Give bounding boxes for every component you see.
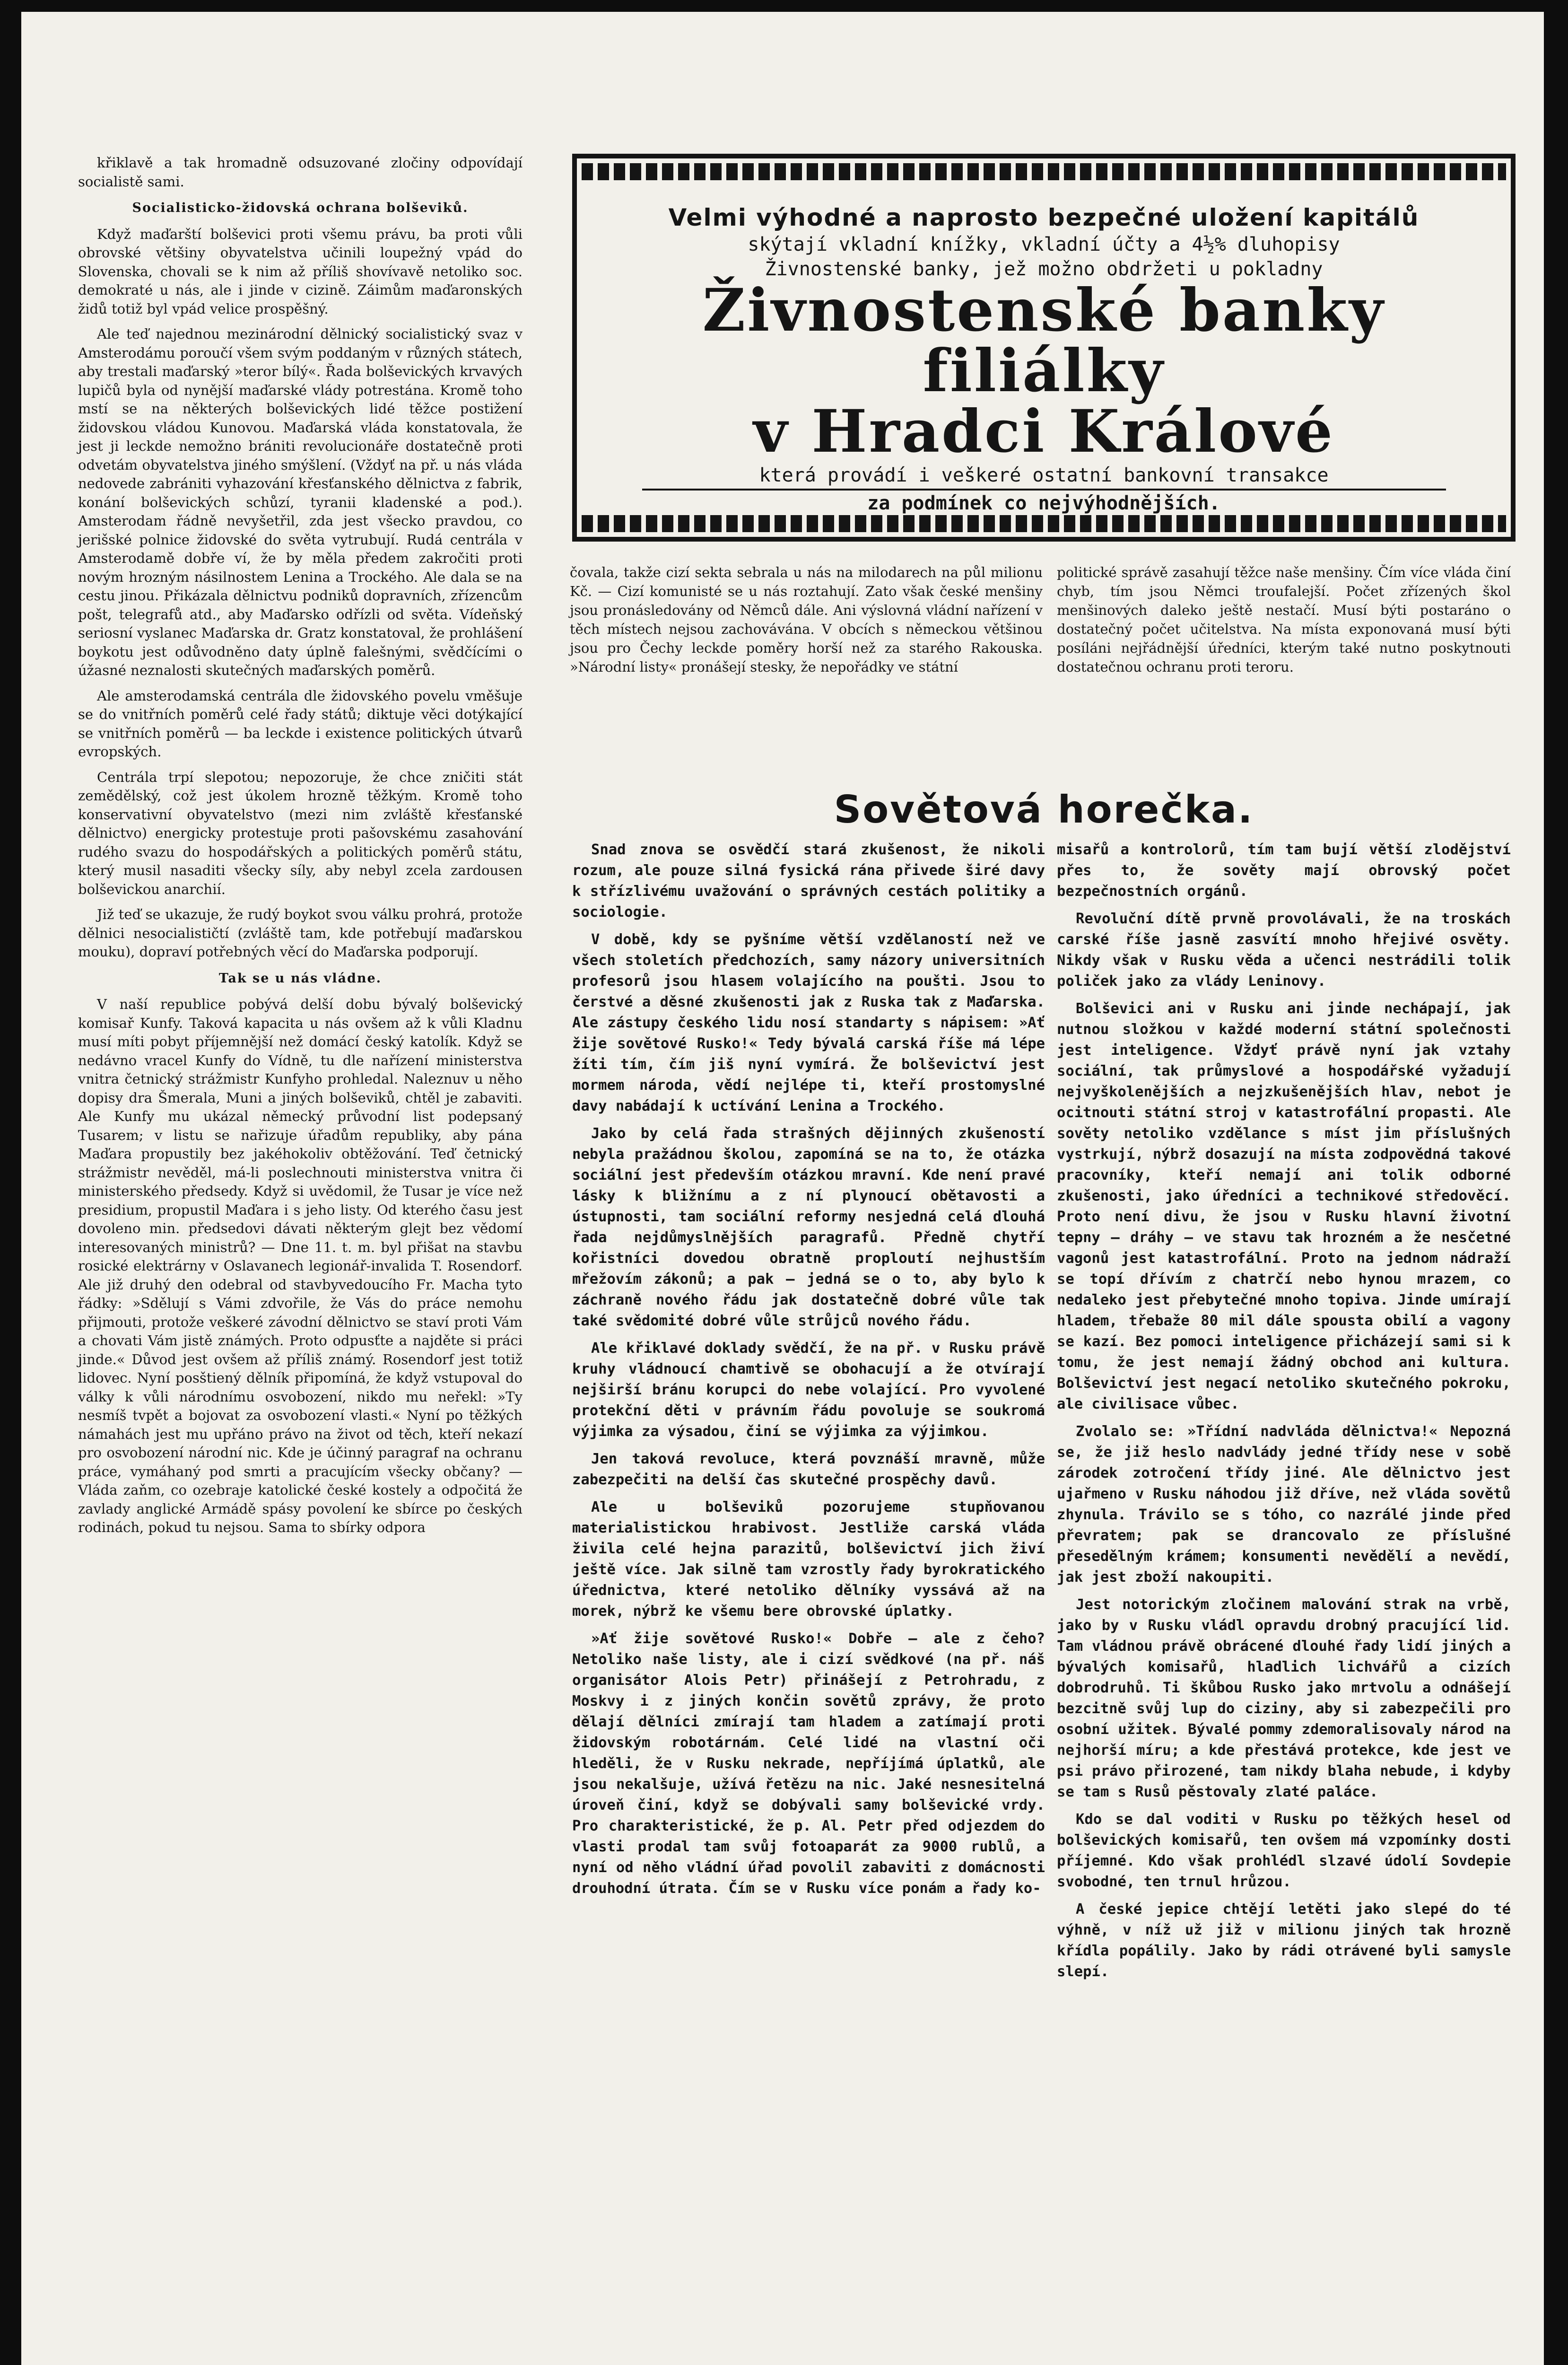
- ad-ornament-border: [582, 163, 1506, 180]
- ad-text: skýtají vkladní knížky, vkladní účty a 4½% dluhopisy: [748, 234, 1340, 255]
- ad-conditions: za podmínek co nejvýhodnějších.: [867, 492, 1220, 514]
- ad-text: Živnostenské banky, jež možno obdržeti u pokladny: [765, 258, 1323, 280]
- paragraph: Již teď se ukazuje, že rudý boykot svou válku prohrá, protože dělnici nesocialističtí (zvláště tam, kde potřebují maďarskou mouku), dopraví potřebných věcí do Maďarska podporují.: [78, 906, 523, 960]
- ad-bank-name: Živnostenské banky filiálky: [702, 276, 1385, 405]
- paragraph: politické správě zasahují těžce naše menšiny. Čím více vláda činí chyb, tím jsou Němci troufalejší. Počet zřízených škol menšinových daleko ještě nestačí. Musí býti postaráno o dostatečný počet učitelstva. Na místa exponovaná musí býti posíláni nejřádnější úředníci, kterým také nutno poskytnouti dostatečnou ochranu proti teroru.: [1057, 564, 1511, 675]
- paragraph: Revoluční dítě prvně provolávali, že na troskách carské říše jasně zasvítí mnoho hřejivé osvěty. Nikdy však v Rusku věda a učenci nestrádili tolik poliček jako za vlády Leninovy.: [1057, 911, 1511, 990]
- paragraph: »Ať žije sovětové Rusko!« Dobře — ale z čeho? Netoliko naše listy, ale i cizí svědkové (na př. náš organisátor Alois Petr) přinášejí z Petrohradu, z Moskvy i z jiných končin sovětů zprávy, že proto dělají dělníci zmírají tam hladem a zatímají proti židovským robotárnám. Celé lidé na vlastní oči hleděli, že v Rusku nekrade, nepříjímá úplatků, ale jsou nekalšuje, užívá řetězu na nic. Jaké nesnesitelná úroveň činí, když se dobývali samy bolševické vrdy. Pro charakteristické, že p. Al. Petr před odjezdem do vlasti prodal tam svůj fotoaparát za 9000 rublů, a nyní od něho vládní úřad povolil zabaviti z domácnosti drouhodní útrata. Čím se v Rusku více ponám a řady ko-: [572, 1630, 1045, 1897]
- paragraph: Ale amsterodamská centrála dle židovského povelu vměšuje se do vnitřních poměrů celé řady států; diktuje věci dotýkající se vnitřních poměrů — ba leckde i existence politických útvarů evropských.: [78, 687, 523, 760]
- paragraph: Centrála trpí slepotou; nepozoruje, že chce zničiti stát zemědělský, což jest úkolem hrozně těžkým. Kromě toho konservativní obyvatelstvo (mezi nim zvláště křesťanské dělnictvo) energicky protestuje proti pašovskému zasahování rudého svazu do hospodářských a politických poměrů státu, který musil nasaditi všecky síly, aby nebyl zcela zardousen bolševickou anarchií.: [78, 769, 523, 897]
- paragraph: Ale u bolševiků pozorujeme stupňovanou materialistickou hrabivost. Jestliže carská vláda živila celé hejna parazitů, bolševictví jich živí ještě více. Jak silně tam vzrostly řady byrokratického úřednictva, které netoliko dělníky vyssává až na morek, nýbrž ke všemu bere obrovské úplatky.: [572, 1499, 1045, 1620]
- right-top-column: [1057, 563, 1511, 683]
- paragraph: Jako by celá řada strašných dějinných zkušeností nebyla pražádnou školou, zapomíná se na to, že otázka sociální jest především otázkou mravní. Kde není pravé lásky k bližnímu a z ní plynoucí obětavosti a ústupnosti, tam sociální reformy nesjedná celá dlouhá řada nejdůmyslnějších paragrafů. Předně chytří kořistníci dovedou obratně proploutí nejhustším mřežovím zákonů; a pak — jedná se o to, aby bylo k záchraně nového řádu jak dostatečně dobré vůle tak také svědomité dobré vůle strůjců nového řádu.: [572, 1125, 1045, 1329]
- paragraph: Ale křiklavé doklady svědčí, že na př. v Rusku právě kruhy vládnoucí chamtivě se obohacují a že otvírají nejširší bránu korupci do nebe volající. Pro vyvolené protekční děti v právním řádu povoluje se soukromá výjimka za výsadou, činí se výjimka za výjimkou.: [572, 1340, 1045, 1440]
- paragraph: Jest notorickým zločinem malování strak na vrbě, jako by v Rusku vládl opravdu drobný pracující lid. Tam vládnou právě obrácené dlouhé řady lidí jiných a bývalých komisařů, hladlich lichvářů a cizích dobrodruhů. Ti škůbou Rusko jako mrtvolu a odnášejí bezcitně svůj lup do ciziny, aby si zabezpečili pro osobní užitek. Bývalé pommy zdemoralisovaly národ na nejhorší míru; a kde přestává protekce, kde jest ve psi právo přirozené, tam nikdy blaha nebude, i kdyby se tam s Rusů pěstovaly zlaté palácе.: [1057, 1596, 1511, 1800]
- ad-headline: Velmi výhodné a naprosto bezpečné uložení kapitálů: [668, 204, 1420, 231]
- paragraph: A české jepice chtějí letěti jako slepé do té výhně, v níž už již v milionu jiných tak hrozně křídla popálily. Jako by rádi otrávené byli samysle slepí.: [1057, 1901, 1511, 1980]
- paragraph: misařů a kontrolorů, tím tam bují větší zlodějství přes to, že sověty mají obrovský počet bezpečnostních orgánů.: [1057, 841, 1511, 900]
- paragraph: Ale teď najednou mezinárodní dělnický socialistický svaz v Amsterodámu poroučí všem svým poddaným v různých státech, aby trestali maďarský »teror bílý«. Řada bolševických krvavých lupičů byla od nynější maďarské vlády potrestána. Kromě toho mstí se na některých bolševických lidé těžce postižení židovskou vládou Kunovou. Maďarská vláda konstatovala, že jest ji leckde nemožno brániti revolucionáře dostatečně proti odvetám obyvatelstva jiného smýšlení. (Vždyť na př. u nás vláda nedovede zabrániti vyhazování křesťanského dělnictva z fabrik, konání bolševických schůzí, tyranii kladenské a pod.). Amsterodam řádně nevyšetřil, zda jest všecko pravdou, co jerišské polnice židovské do světa vytrubují. Rudá centrála v Amsterodamě dobře ví, že by měla předem zakročiti proti novým hrozným násilnostem Lenina a Trockého. Ale dala se na cestu jinou. Přikázala dělnictvu podniků dopravních, zřízencům pošt, telegrafů atd., aby Maďarsko odřízli od světa. Vídeňský seriosní vyslanec Maďarska dr. Gratz konstatoval, že prohlášení boykotu jest odůvodněno daty úplně falešnými, svědčícími o úžasné neznalosti skutečných maďarských poměrů.: [78, 326, 523, 678]
- paragraph: Kdo se dal voditi v Rusku po těžkých hesel od bolševických komisařů, ten ovšem má vzpomínky dosti příjemné. Kdo však prohlédl slzavé údolí Sovdepie svobodné, ten trnul hrůzou.: [1057, 1811, 1511, 1890]
- paragraph: Jen taková revoluce, která povznáší mravně, může zabezpečiti na delší čas skutečné prospěchy davů.: [572, 1451, 1045, 1488]
- ad-bank-city: v Hradci Králové: [753, 397, 1334, 466]
- left-column: [78, 154, 523, 1544]
- newspaper-page: [21, 12, 1544, 2365]
- article-title: Sovětová horečka.: [834, 788, 1254, 832]
- paragraph: čovala, takže cizí sekta sebrala u nás na milodarech na půl milionu Kč. — Cizí komunisté se u nás roztahují. Zato však české menšiny jsou pronásledovány od Němců dále. Ani výslovná vládní nařízení v těch místech nejsou zachovávána. V obcích s německou většinou jsou pro Čechy leckde poměry horší než za starého Rakouska. »Národní listy« pronášejí stesky, že nepořádky ve státní: [570, 564, 1043, 675]
- ad-text: která provádí i veškeré ostatní bankovní transakce: [759, 464, 1329, 486]
- ad-ornament-border: [582, 515, 1506, 532]
- ad-rule: [642, 489, 1446, 491]
- right-column: [1057, 840, 1511, 1989]
- section-heading: Socialisticko-židovská ochrana bolševiků.: [132, 201, 469, 215]
- bank-advertisement: [572, 154, 1516, 542]
- paragraph: Zvolalo se: »Třídní nadvláda dělnictva!« Nepozná se, že již heslo nadvlády jedné třídy nese v sobě zárodek zotročení třídy jiné. Ale dělnictvo jest ujařmeno v Rusku náhodou již dříve, než vláda sovětů zhynula. Trávilo se s tóho, co nazrálé jinde před převratem; pak se drancovalo ze příslušné přesedělným krámem; konsumenti nevědělí a nevědí, jak jest zboží nakoupiti.: [1057, 1423, 1511, 1585]
- paragraph: Když maďarští bolševici proti všemu právu, ba proti vůli obrovské většiny obyvatelstva učinili loupežný vpád do Slovenska, chovali se k nim až příliš shovívavě netoliko soc. demokraté u nás, ale i jinde v cizině. Záimům maďaronských židů totiž byl vpád velice prospěšný.: [78, 226, 523, 317]
- middle-column: [572, 840, 1045, 1906]
- paragraph: V době, kdy se pyšníme větší vzdělaností než ve všech stoletích předchozích, samy názory universitních profesorů jsou hlasem volajícího na poušti. Jsou to čerstvé a děsné zkušenosti jak z Ruska tak z Maďarska. Ale zástupy českého lidu nosí standarty s nápisem: »Ať žije sovětové Rusko!« Tedy bývalá carská říše má lépe žíti tím, čím jiš nyní vymírá. Že bolševictví jest mormem národa, vědí nejlépe ti, kteří prostomyslné davy nabádají k uctívání Lenina a Trockého.: [572, 931, 1045, 1114]
- paragraph: Bolševici ani v Rusku ani jinde nechápají, jak nutnou složkou v každé moderní státní společnosti jest inteligence. Vždyť právě nyní jak vztahy sociální, tak průmyslové a hospodářské vyžadují nejvyškolenějších a nejzkušenějších hlav, nebot je ocitnouti státní stroj v katastrofální propasti. Ale sověty netoliko vzdělance s míst jim příslušných vystrkují, nýbrž dosazují na místa zodpovědná takové pracovníky, kteří nemají ani tolik odborné zkušenosti, jako úředníci a technikové středověcí. Proto není divu, že jsou v Rusku hlavní životní tepny — dráhy — ve stavu tak hrozném a že nesčetné vagonů jest katastrofální. Proto na jednom nádraží se topí dřívím z chatrčí nebo hynou mrazem, co nedaleko jest přebytečné mnoho topiva. Jinde umírají hladem, třebaže 80 mil dále spousta obilí a vagony se kazí. Bez pomoci inteligence přicházejí sami si k tomu, že jest nemají žádný obchod ani kultura. Bolševictví jest negací netoliko skutečného pokroku, ale civilisace vůbec.: [1057, 1000, 1511, 1412]
- paragraph: křiklavě a tak hromadně odsuzované zločiny odpovídají socialistě sami.: [78, 155, 523, 190]
- paragraph: V naší republice pobývá delší dobu bývalý bolševický komisař Kunfy. Taková kapacita u nás ovšem až k vůli Kladnu musí míti pobyt příjemnější než domácí český katolík. Když se nedávno vracel Kunfy do Vídně, tu dle nařízení ministerstva vnitra četnický strážmistr Kunfyho prohledal. Naleznuv u něho dopisy dra Šmerala, Muni a jiných bolševiků, chtěl je zabaviti. Ale Kunfy mu ukázal německý průvodní list podepsaný Tusarem; v listu se nařizuje úřadům republiky, aby pána Maďara propustily bez jakéhokoliv obtěžování. Teď četnický strážmistr nevěděl, má-li poslechnouti ministerstva vnitra či ministerského předsedy. Když si uvědomil, že Tusar je více než presidium, propustil Maďara i s jeho listy. Od kterého času jest dovoleno min. předsedovi dávati některým glejt bez vědomí interesovaných ministrů? — Dne 11. t. m. byl přišat na stavbu rosické elektrárny v Oslavanech legionář-invalida T. Rosendorf. Ale již druhý den odebral od stavbyvedoucího Fr. Macha tyto řádky: »Sdělují s Vámi zdvořile, že Vás do práce nemohu přijmouti, protože veškeré závodní dělnictvo se staví proti Vám a chovati Vám jistě známých. Proto odpusťte a najděte si práci jinde.« Důvod jest ovšem až příliš známý. Rosendorf jest totiž lidovec. Nyní posštiený dělník připomíná, že když vstupoval do války k vůli národnímu osvobození, nikdo mu neřekl: »Ty nesmíš tvpět a bojovat za osvobození vlasti.« Nyní po těžkých námahách jest mu upřáno právo na život od těch, kteří nekazí pro osvobození národní nic. Kde je účinný paragraf na ochranu práce, vymáhaný pod smrti a pracujícím všecky občany? — Vláda zaňm, co ozebraje katolické české kostely a odpočitá že zavlady anglické Armádě spásy povolení ke sbírce po českých rodinách, pokud tu nejsou. Sama to sbírky odpora: [78, 996, 523, 1535]
- middle-top-column: [570, 563, 1043, 683]
- section-heading: Tak se u nás vládne.: [218, 971, 382, 986]
- paragraph: Snad znova se osvědčí stará zkušenost, že nikoli rozum, ale pouze silná fysická rána přivede širé davy k střízlivému uvažování o správných cestách politiky a sociologie.: [572, 841, 1045, 920]
